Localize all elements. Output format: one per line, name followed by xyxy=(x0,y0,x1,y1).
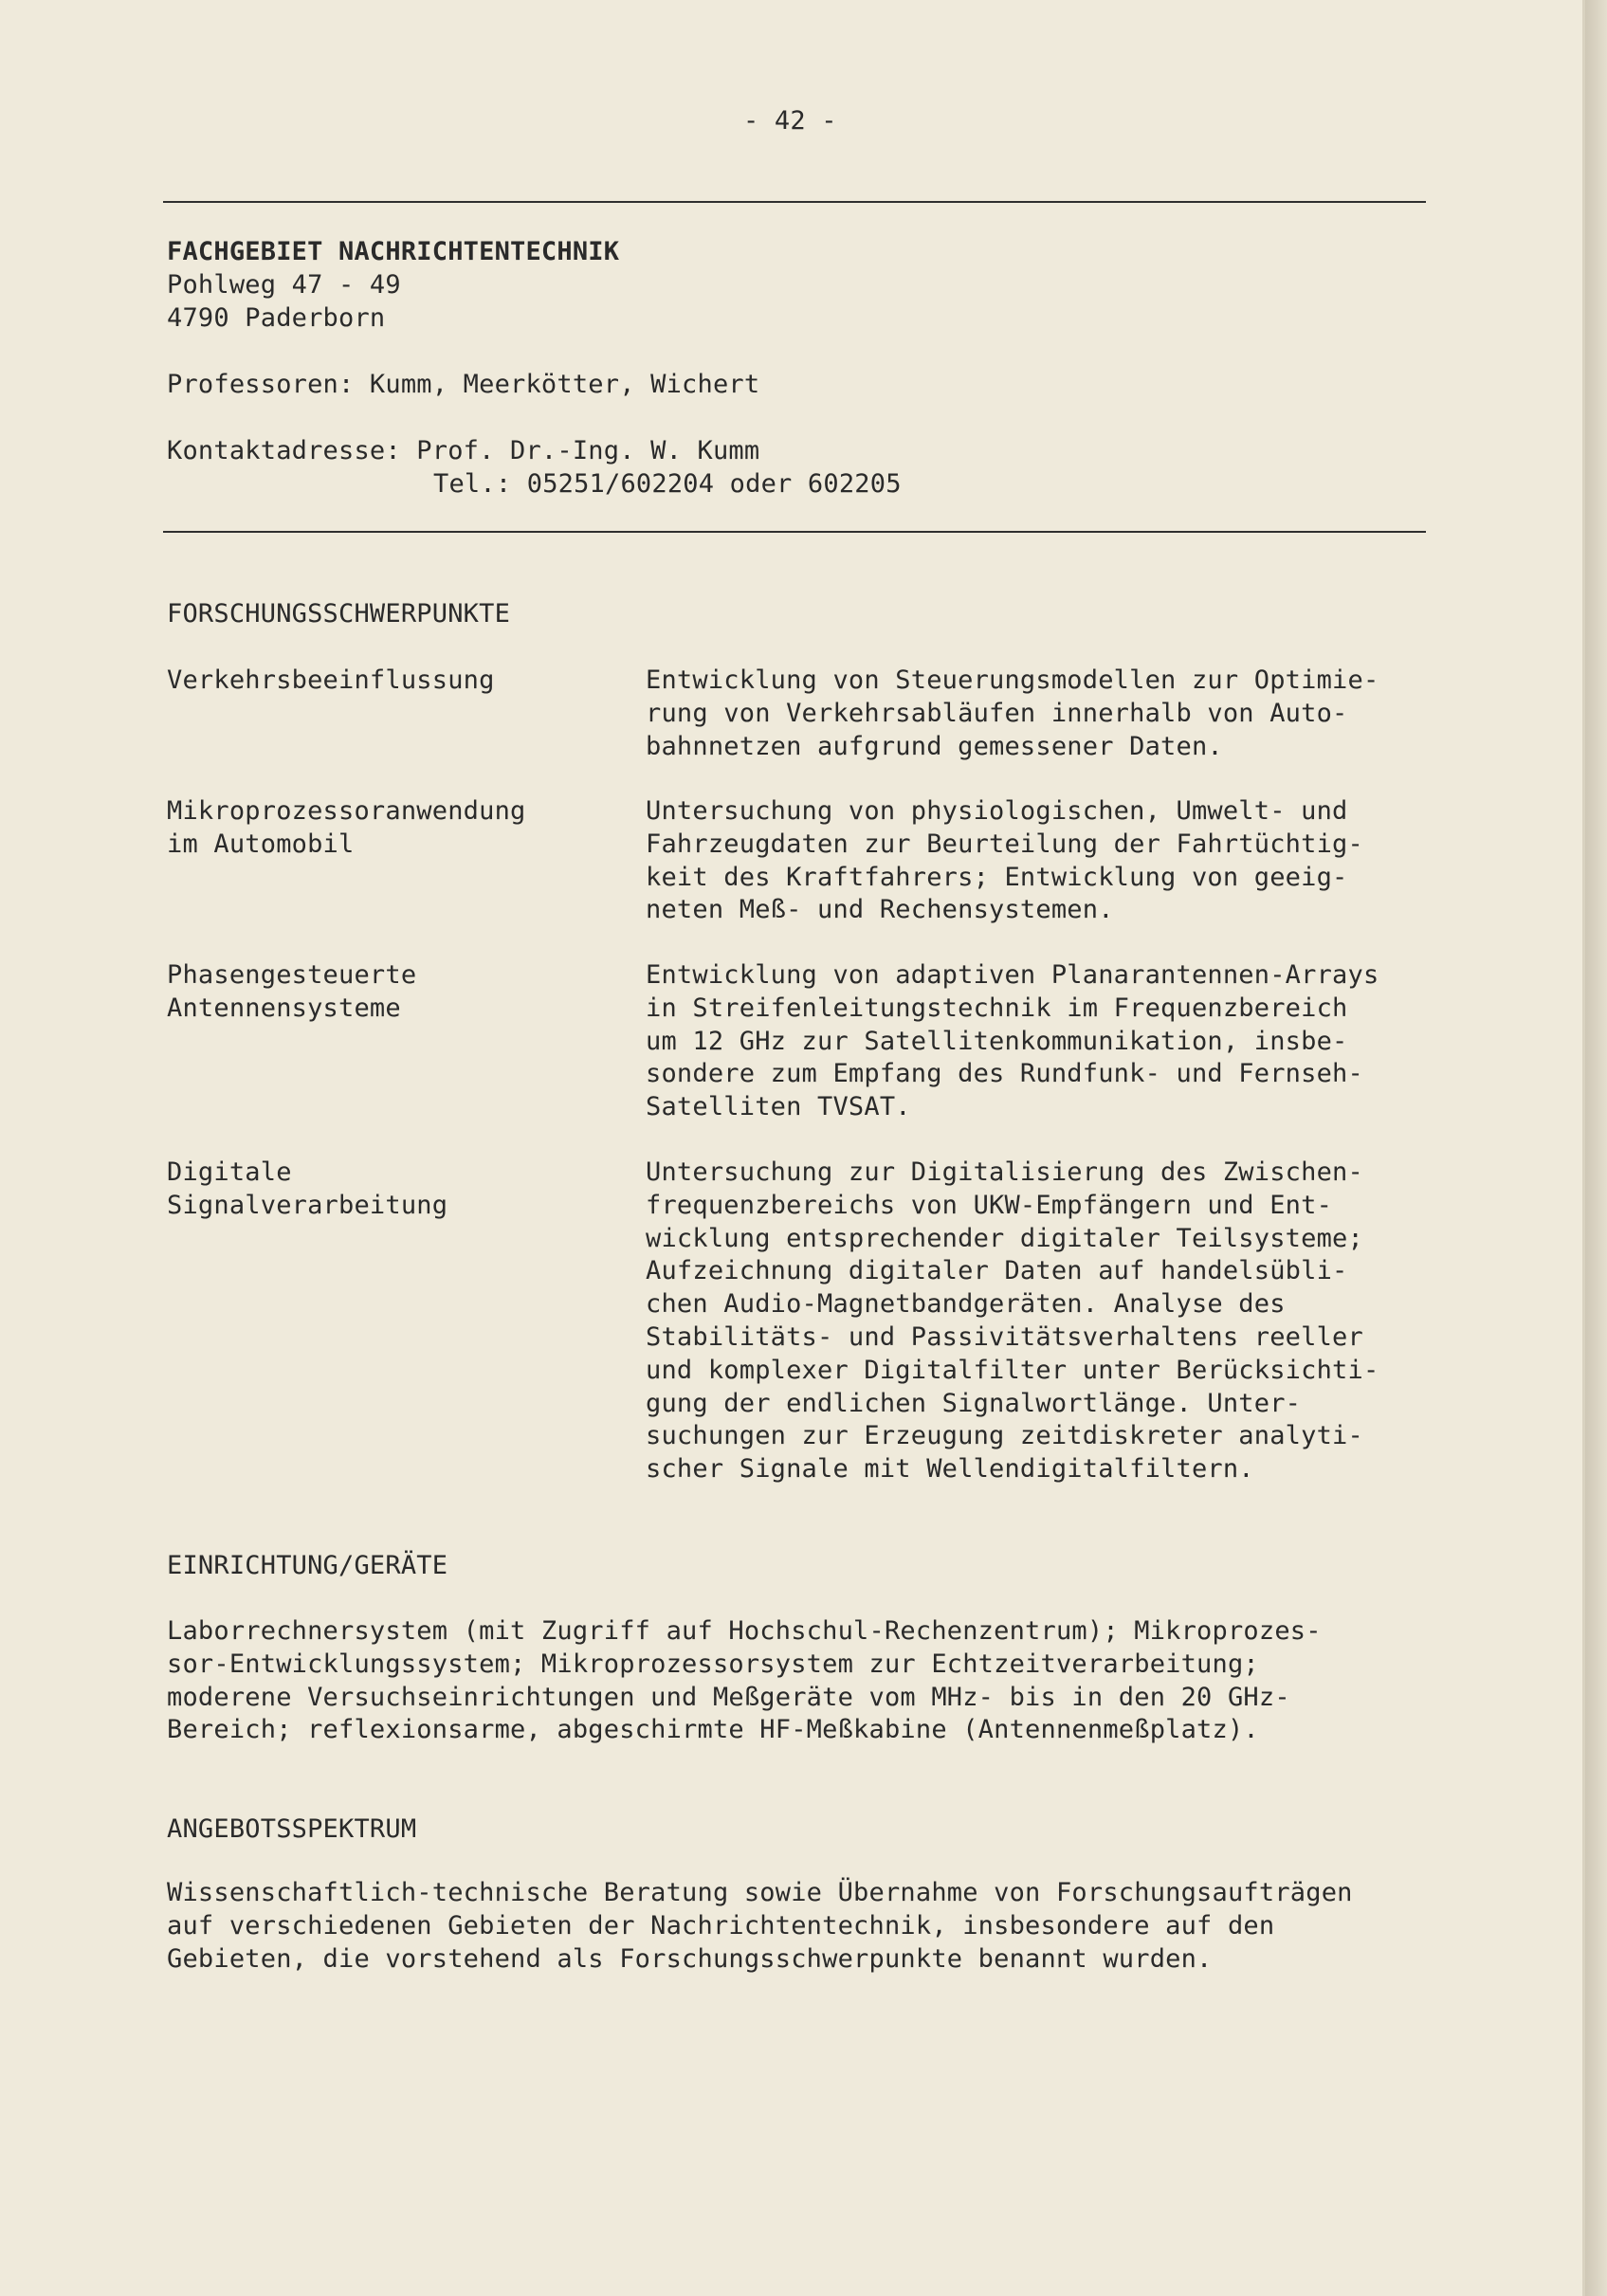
research-topic: Verkehrsbeeinflussung xyxy=(167,665,495,695)
research-description: Entwicklung von adaptiven Planarantennen-Arrays in Streifenleitungstechnik im Frequenzbereich um 12 GHz zur Satellitenkommunikation, insbe- sondere zum Empfang des Rundfunk- und Fernseh- Satelliten TVSAT. xyxy=(646,960,1379,1122)
research-topic: Phasengesteuerte Antennensysteme xyxy=(167,960,417,1023)
research-topic: Digitale Signalverarbeitung xyxy=(167,1157,448,1220)
services-heading: ANGEBOTSSPEKTRUM xyxy=(167,1814,417,1844)
equipment-heading: EINRICHTUNG/GERÄTE xyxy=(167,1551,448,1580)
professors-line: Professoren: Kumm, Meerkötter, Wichert xyxy=(167,370,760,399)
equipment-text: Laborrechnersystem (mit Zugriff auf Hochschul-Rechenzentrum); Mikroprozes- sor-Entwicklungssystem; Mikroprozessorsystem zur Echtzeitverarbeitung; moderene Versuchseinrichtungen und Meßgeräte vom MHz- bis in den 20 GHz- Bereich; reflexionsarme, abgeschirmte HF-Meßkabine (Antennenmeßplatz). xyxy=(167,1616,1322,1745)
services-text: Wissenschaftlich-technische Beratung sowie Übernahme von Forschungsaufträgen auf verschiedenen Gebieten der Nachrichtentechnik, insbesondere auf den Gebieten, die vorstehend als Forschungsschwerpunkte benannt wurden. xyxy=(167,1878,1353,1974)
phone-line: Tel.: 05251/602204 oder 602205 xyxy=(433,469,902,499)
research-description: Entwicklung von Steuerungsmodellen zur Optimie- rung von Verkehrsabläufen innerhalb von Auto- bahnnetzen aufgrund gemessener Daten. xyxy=(646,665,1379,761)
research-topic: Mikroprozessoranwendung im Automobil xyxy=(167,796,526,859)
research-description: Untersuchung von physiologischen, Umwelt- und Fahrzeugdaten zur Beurteilung der Fahrtüchtig- keit des Kraftfahrers; Entwicklung von geeig- neten Meß- und Rechensystemen. xyxy=(646,796,1363,925)
street-address: Pohlweg 47 - 49 xyxy=(167,270,401,300)
research-description: Untersuchung zur Digitalisierung des Zwischen- frequenzbereichs von UKW-Empfängern und Ent- wicklung entsprechender digitaler Teilsysteme; Aufzeichnung digitaler Daten auf handelsübli- chen Audio-Magnetbandgeräten. Analyse des Stabilitäts- und Passivitätsverhaltens reeller und komplexer Digitalfilter unter Berücksichti- gung der endlichen Signalwortlänge. Unter- suchungen zur Erzeugung zeitdiskreter analyti- scher Signale mit Wellendigitalfiltern. xyxy=(646,1157,1379,1485)
page-number: - 42 - xyxy=(743,106,837,136)
page-edge xyxy=(1585,0,1607,2296)
research-heading: FORSCHUNGSSCHWERPUNKTE xyxy=(167,599,511,629)
contact-line: Kontaktadresse: Prof. Dr.-Ing. W. Kumm xyxy=(167,436,760,465)
top-rule xyxy=(163,201,1426,203)
header-bottom-rule xyxy=(163,531,1426,533)
city-address: 4790 Paderborn xyxy=(167,303,386,333)
department-name: FACHGEBIET NACHRICHTENTECHNIK xyxy=(167,237,620,266)
